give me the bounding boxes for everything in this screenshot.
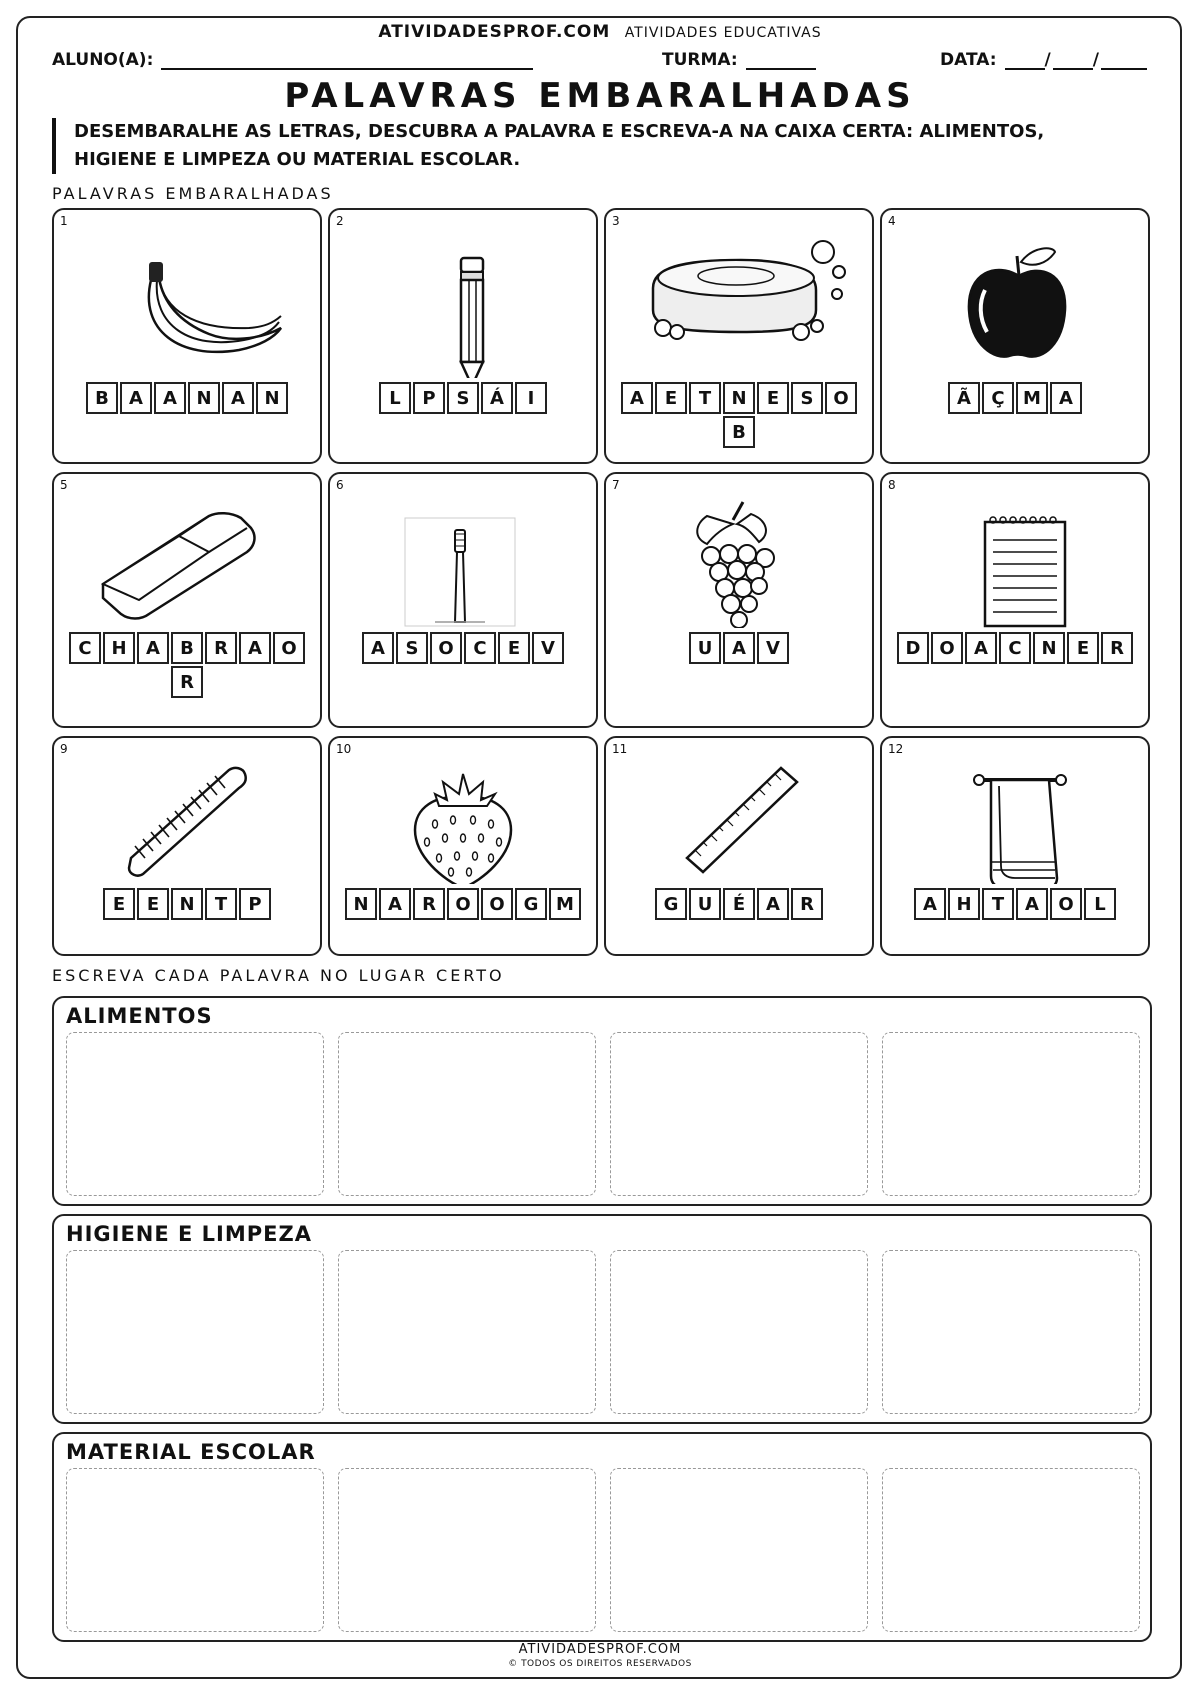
letter-tile: V — [757, 632, 789, 664]
strawberry-icon — [330, 738, 596, 884]
letter-tile: R — [205, 632, 237, 664]
answer-slot[interactable] — [882, 1032, 1140, 1196]
site-name: ATIVIDADESPROF.COM — [378, 22, 611, 42]
letter-tiles — [54, 888, 320, 920]
class-label: TURMA: — [662, 50, 738, 70]
word-card — [52, 208, 322, 464]
letter-tile: A — [379, 888, 411, 920]
answer-slot[interactable] — [610, 1250, 868, 1414]
card-number: 10 — [336, 742, 352, 756]
class-line[interactable] — [746, 52, 816, 70]
letter-tile: A — [222, 382, 254, 414]
letter-tile: N — [345, 888, 377, 920]
letter-tile: L — [1084, 888, 1116, 920]
category-title: HIGIENE E LIMPEZA — [66, 1222, 312, 1246]
answer-slot[interactable] — [338, 1468, 596, 1632]
toothbrush-icon — [330, 474, 596, 628]
answer-slot[interactable] — [338, 1250, 596, 1414]
letter-tile: M — [1016, 382, 1048, 414]
letter-tile: É — [723, 888, 755, 920]
letter-tile: T — [689, 382, 721, 414]
date-separator: / — [1044, 50, 1051, 70]
page-title: PALAVRAS EMBARALHADAS — [284, 76, 916, 116]
instructions: DESEMBARALHE AS LETRAS, DESCUBRA A PALAVRA E ESCREVA-A NA CAIXA CERTA: ALIMENTOS, HIGIENE E LIMPEZA OU MATERIAL ESCOLAR. — [52, 118, 1132, 174]
letter-tile: T — [982, 888, 1014, 920]
letter-tile: P — [239, 888, 271, 920]
answer-slot[interactable] — [66, 1250, 324, 1414]
letter-tile: A — [914, 888, 946, 920]
ruler-icon — [606, 738, 872, 884]
letter-tile: E — [1067, 632, 1099, 664]
pencil-icon — [330, 210, 596, 378]
student-label: ALUNO(A): — [52, 50, 154, 70]
letter-tile: B — [723, 416, 755, 448]
card-number: 12 — [888, 742, 904, 756]
category-box — [52, 1214, 1152, 1424]
date-day-line[interactable] — [1005, 52, 1045, 70]
letter-tile: N — [723, 382, 755, 414]
card-number: 4 — [888, 214, 896, 228]
letter-tile: C — [69, 632, 101, 664]
letter-tile: Ã — [948, 382, 980, 414]
letter-tile: V — [532, 632, 564, 664]
word-card — [604, 208, 874, 464]
letter-tile: Ç — [982, 382, 1014, 414]
word-card — [880, 208, 1150, 464]
student-field[interactable] — [52, 50, 533, 70]
date-label: DATA: — [940, 50, 997, 70]
word-card — [52, 736, 322, 956]
letter-tiles — [54, 632, 320, 698]
letter-tile: L — [379, 382, 411, 414]
date-separator: / — [1092, 50, 1099, 70]
category-box — [52, 1432, 1152, 1642]
word-card — [604, 472, 874, 728]
letter-tile: O — [430, 632, 462, 664]
letter-tiles — [330, 888, 596, 920]
answer-slot[interactable] — [610, 1032, 868, 1196]
soap-icon — [606, 210, 872, 378]
card-number: 3 — [612, 214, 620, 228]
banana-icon — [54, 210, 320, 378]
letter-tile: O — [447, 888, 479, 920]
eraser-icon — [54, 474, 320, 628]
letter-tile: A — [723, 632, 755, 664]
letter-tile: M — [549, 888, 581, 920]
letter-tile: O — [825, 382, 857, 414]
letter-tile: R — [791, 888, 823, 920]
letter-tile: P — [413, 382, 445, 414]
card-number: 1 — [60, 214, 68, 228]
letter-tile: A — [120, 382, 152, 414]
letter-tile: N — [171, 888, 203, 920]
student-line[interactable] — [161, 52, 533, 70]
card-number: 5 — [60, 478, 68, 492]
letter-tile: A — [137, 632, 169, 664]
letter-tile: H — [103, 632, 135, 664]
answer-slot[interactable] — [882, 1468, 1140, 1632]
letter-tile: T — [205, 888, 237, 920]
answer-slot[interactable] — [66, 1032, 324, 1196]
letter-tile: N — [188, 382, 220, 414]
towel-icon — [882, 738, 1148, 884]
letter-tile: S — [396, 632, 428, 664]
letter-tile: B — [86, 382, 118, 414]
letter-tile: E — [655, 382, 687, 414]
date-year-line[interactable] — [1101, 52, 1147, 70]
letter-tile: R — [171, 666, 203, 698]
word-card — [880, 736, 1150, 956]
letter-tiles — [330, 382, 596, 414]
notebook-icon — [882, 474, 1148, 628]
answer-slot[interactable] — [882, 1250, 1140, 1414]
card-number: 6 — [336, 478, 344, 492]
comb-icon — [54, 738, 320, 884]
letter-tile: G — [515, 888, 547, 920]
card-number: 2 — [336, 214, 344, 228]
letter-tile: U — [689, 632, 721, 664]
card-number: 11 — [612, 742, 628, 756]
footer-site: ATIVIDADESPROF.COM — [518, 1642, 682, 1657]
letter-tile: U — [689, 888, 721, 920]
letter-tile: I — [515, 382, 547, 414]
letter-tile: A — [362, 632, 394, 664]
category-title: ALIMENTOS — [66, 1004, 213, 1028]
letter-tiles — [882, 632, 1148, 664]
letter-tile: O — [273, 632, 305, 664]
letter-tile: H — [948, 888, 980, 920]
footer-rights: © TODOS OS DIREITOS RESERVADOS — [508, 1659, 692, 1669]
card-number: 8 — [888, 478, 896, 492]
letter-tiles — [606, 632, 872, 664]
letter-tile: Á — [481, 382, 513, 414]
answer-slot[interactable] — [610, 1468, 868, 1632]
letter-tile: A — [757, 888, 789, 920]
site-subtitle: ATIVIDADES EDUCATIVAS — [624, 25, 822, 41]
letter-tile: E — [757, 382, 789, 414]
letter-tile: A — [621, 382, 653, 414]
class-field[interactable] — [662, 50, 816, 70]
letter-tiles — [882, 382, 1148, 414]
card-number: 7 — [612, 478, 620, 492]
site-header — [0, 22, 1200, 42]
letter-tile: E — [103, 888, 135, 920]
letter-tile: O — [1050, 888, 1082, 920]
letter-tiles — [606, 382, 872, 448]
apple-icon — [882, 210, 1148, 378]
category-box — [52, 996, 1152, 1206]
letter-tile: A — [154, 382, 186, 414]
word-card — [328, 472, 598, 728]
letter-tiles — [330, 632, 596, 664]
word-card — [880, 472, 1150, 728]
letter-tiles — [882, 888, 1148, 920]
answer-slot[interactable] — [66, 1468, 324, 1632]
letter-tile: N — [256, 382, 288, 414]
category-title: MATERIAL ESCOLAR — [66, 1440, 316, 1464]
letter-tile: E — [498, 632, 530, 664]
words-section-label: PALAVRAS EMBARALHADAS — [52, 184, 334, 203]
letter-tile: E — [137, 888, 169, 920]
letter-tile: A — [239, 632, 271, 664]
letter-tile: R — [1101, 632, 1133, 664]
word-card — [604, 736, 874, 956]
date-month-line[interactable] — [1053, 52, 1093, 70]
grapes-icon — [606, 474, 872, 628]
letter-tile: O — [481, 888, 513, 920]
letter-tile: A — [1016, 888, 1048, 920]
letter-tiles — [54, 382, 320, 414]
letter-tile: D — [897, 632, 929, 664]
letter-tile: C — [464, 632, 496, 664]
letter-tile: S — [447, 382, 479, 414]
letter-tile: N — [1033, 632, 1065, 664]
letter-tile: A — [1050, 382, 1082, 414]
card-number: 9 — [60, 742, 68, 756]
letter-tile: G — [655, 888, 687, 920]
letter-tile: S — [791, 382, 823, 414]
word-card — [52, 472, 322, 728]
letter-tile: B — [171, 632, 203, 664]
write-section-label: ESCREVA CADA PALAVRA NO LUGAR CERTO — [52, 966, 505, 985]
letter-tile: R — [413, 888, 445, 920]
letter-tile: A — [965, 632, 997, 664]
letter-tile: C — [999, 632, 1031, 664]
answer-slot[interactable] — [338, 1032, 596, 1196]
date-field[interactable] — [940, 50, 1147, 70]
letter-tile: O — [931, 632, 963, 664]
word-card — [328, 736, 598, 956]
letter-tiles — [606, 888, 872, 920]
word-card — [328, 208, 598, 464]
